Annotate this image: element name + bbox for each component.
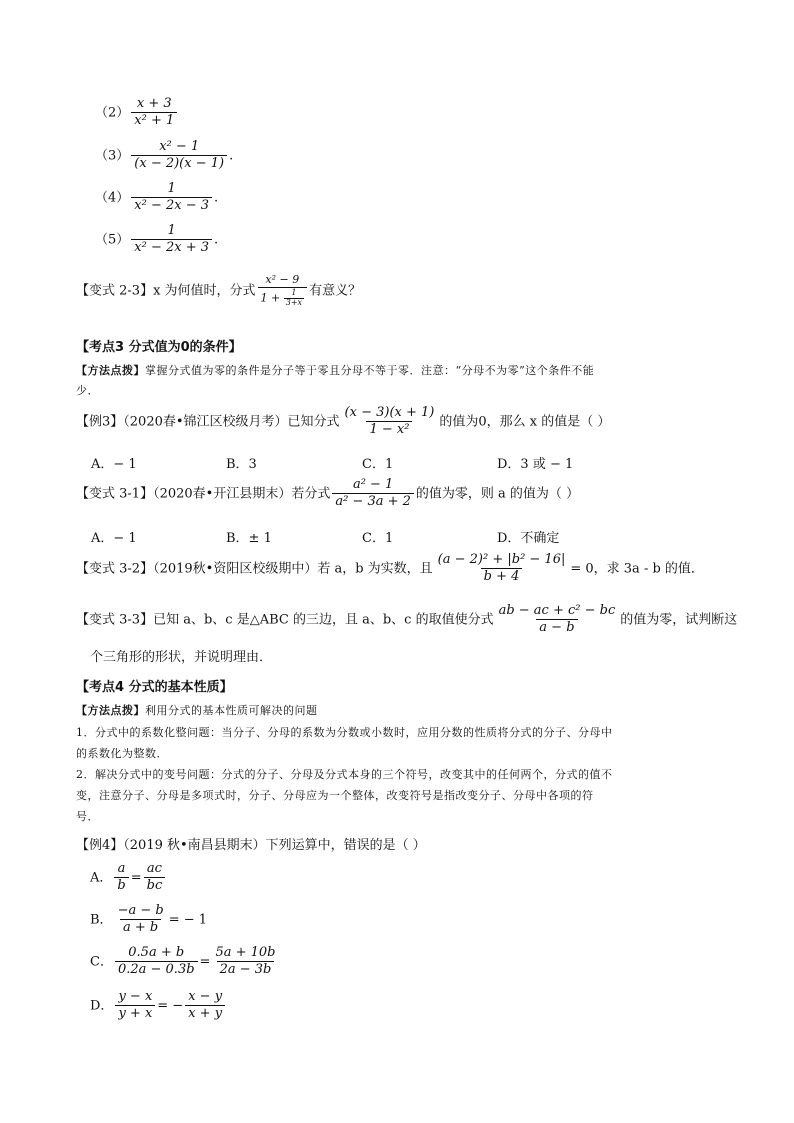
point-2-line-1: 2．解决分式中的变号问题：分式的分子、分母及分式本身的三个符号，改变其中的任何两个，分式的值不 [76, 768, 613, 781]
denominator: b [114, 877, 128, 893]
example-tail: 的值为0，那么 x 的值是（ ） [439, 414, 611, 430]
option-label: A． [90, 870, 113, 886]
example-tag: 【例4】 [76, 838, 124, 853]
fraction [131, 140, 227, 172]
method-text: 利用分式的基本性质可解决的问题 [145, 704, 318, 717]
point-1-line-2: 的系数化为整数． [76, 747, 168, 760]
denominator: 1 − x² [366, 421, 412, 437]
period: . [229, 148, 234, 164]
fraction [114, 862, 128, 894]
question-text: x 为何值时，分式 [153, 283, 256, 299]
denominator: (x − 2)(x − 1) [131, 155, 227, 171]
option-c [90, 946, 280, 978]
option-b: B．± 1 [226, 531, 272, 546]
point-1-line-1: 1．分式中的系数化整问题：当分子、分母的系数为分数或小数时，应用分数的性质将分式的分子、分母中 [76, 726, 613, 739]
example-tag: 【例3】 [76, 414, 124, 430]
denominator: b + 4 [481, 568, 523, 584]
item-label: （3） [95, 148, 130, 164]
section-heading-4: 【考点4 分式的基本性质】 [76, 680, 233, 695]
variant-source: （2020春•开江县期末）若分式 [153, 486, 331, 502]
numerator: a² − 1 [352, 477, 394, 492]
item-2 [95, 97, 179, 129]
denominator: bc [144, 877, 166, 893]
nested-numerator: 1 [291, 288, 297, 298]
question-tail: 有意义？ [309, 283, 362, 299]
numerator: ac [146, 861, 162, 876]
variant-2-3 [76, 274, 361, 308]
numerator: (x − 3)(x + 1) [344, 405, 435, 420]
example-4 [76, 834, 426, 853]
denominator [258, 287, 308, 308]
fraction [131, 182, 212, 214]
numerator: ab − ac + c² − bc [498, 603, 616, 618]
variant-tag: 【变式 2-3】 [76, 283, 154, 299]
method-text: 掌握分式值为零的条件是分子等于零且分母不等于零．注意：“分母不为零”这个条件不能 [145, 364, 595, 377]
denominator: y + x [115, 1005, 155, 1021]
numerator: 0.5a + b [128, 945, 185, 960]
item-4 [95, 182, 218, 214]
method-note-3-cont: 少． [76, 384, 99, 397]
period: . [214, 232, 219, 248]
denominator: 0.2a − 0.3b [115, 961, 198, 977]
option-d: D．不确定 [497, 531, 560, 546]
numerator: 1 [167, 181, 176, 196]
fraction [332, 478, 414, 510]
denominator: x² + 1 [131, 112, 177, 128]
fraction [212, 946, 278, 978]
option-a: A．− 1 [91, 531, 137, 546]
method-tag: 【方法点拨】 [76, 364, 145, 377]
method-note-4 [76, 702, 318, 718]
option-d: D．3 或 − 1 [497, 457, 574, 472]
fraction [115, 946, 198, 978]
item-label: （2） [95, 105, 130, 121]
fraction [131, 224, 212, 256]
item-3 [95, 140, 233, 172]
section-heading-3: 【考点3 分式值为0的条件】 [76, 340, 242, 355]
option-d [90, 990, 227, 1022]
period: . [214, 190, 219, 206]
variant-source: （2019秋•资阳区校级期中）若 a，b 为实数，且 [153, 561, 433, 577]
numerator: x² − 9 [265, 273, 300, 286]
numerator: 5a + 10b [215, 945, 276, 960]
numerator: −a − b [117, 903, 164, 918]
denominator: x² − 2x − 3 [131, 197, 212, 213]
fraction [131, 97, 177, 129]
fraction [185, 990, 225, 1022]
fraction [258, 274, 308, 308]
nested-denominator: 3+x [285, 297, 303, 307]
example-source: （2020春•锦江区校级月考）已知分式 [123, 414, 340, 430]
fraction [342, 406, 438, 438]
numerator: x − y [188, 989, 223, 1004]
method-tag: 【方法点拨】 [76, 704, 145, 717]
nested-fraction [284, 289, 304, 308]
numerator: (a − 2)² + |b² − 16| [437, 552, 566, 567]
variant-3-1 [76, 478, 579, 510]
option-c: C．1 [362, 457, 394, 472]
denominator: a² − 3a + 2 [332, 493, 414, 509]
variant-tag: 【变式 3-1】 [76, 486, 154, 502]
option-a: A．− 1 [91, 457, 137, 472]
denominator: 2a − 3b [217, 961, 275, 977]
item-label: （5） [95, 232, 130, 248]
denominator: a − b [536, 619, 577, 635]
fraction [115, 990, 155, 1022]
equals: = [199, 954, 211, 970]
numerator: x + 3 [136, 96, 172, 111]
variant-3-2 [76, 553, 704, 585]
variant-tag: 【变式 3-2】 [76, 561, 154, 577]
equals: = − [157, 998, 184, 1014]
numerator: 1 [167, 223, 176, 238]
point-2-line-2: 变，注意分子、分母是多项式时，分子、分母应为一个整体，改变符号是指改变分子、分母中各项的符 [76, 789, 594, 802]
fraction [144, 862, 166, 894]
denominator-lead: 1 + [260, 291, 284, 305]
option-b [90, 904, 207, 936]
variant-tail: = 0，求 3a - b 的值． [570, 561, 704, 577]
point-2-line-3: 号． [76, 810, 99, 823]
equals: = [130, 870, 142, 886]
item-label: （4） [95, 190, 130, 206]
denominator: x² − 2x + 3 [131, 239, 212, 255]
item-5 [95, 224, 218, 256]
variant-tail: 的值为零，试判断这 [620, 612, 738, 628]
variant-tag: 【变式 3-3】 [76, 612, 154, 628]
option-label: B． [90, 912, 113, 928]
example-3 [76, 406, 610, 438]
variant-tail: 的值为零，则 a 的值为（ ） [415, 486, 580, 502]
option-label: D． [90, 998, 114, 1014]
option-label: C． [90, 954, 113, 970]
numerator: x² − 1 [159, 139, 200, 154]
variant-3-3-cont: 个三角形的形状，并说明理由． [90, 650, 273, 665]
variant-source: 已知 a、b、c 是△ABC 的三边，且 a、b、c 的取值使分式 [153, 612, 494, 628]
example-text: （2019 秋•南昌县期末）下列运算中，错误的是（ ） [123, 838, 426, 853]
denominator: x + y [185, 1005, 225, 1021]
numerator: y − x [118, 989, 153, 1004]
option-c: C．1 [362, 531, 394, 546]
option-b: B．3 [226, 457, 257, 472]
denominator: a + b [120, 919, 161, 935]
method-note-3 [76, 362, 594, 378]
variant-3-3 [76, 604, 737, 636]
numerator: a [117, 861, 126, 876]
equals: = − 1 [168, 912, 208, 928]
fraction [115, 904, 167, 936]
fraction [435, 553, 569, 585]
fraction [496, 604, 619, 636]
option-a [90, 862, 167, 894]
